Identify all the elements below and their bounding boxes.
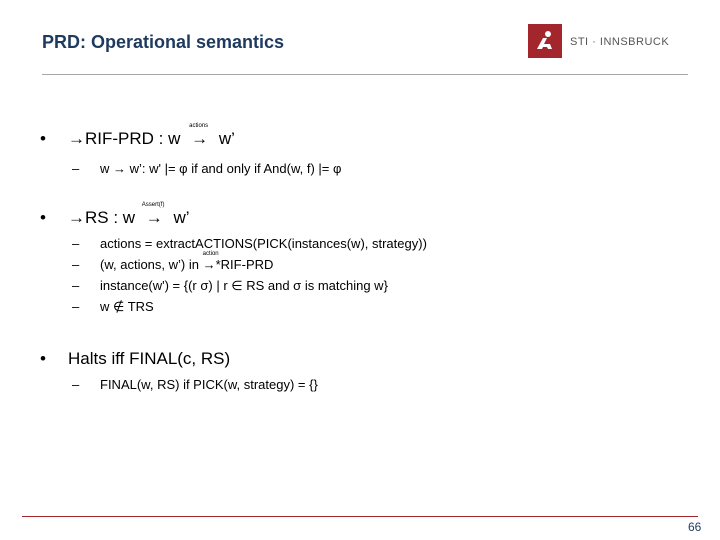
bullet-rs: [68, 202, 190, 228]
bullet-text-suffix: w’: [173, 208, 190, 227]
arrow-label: action: [202, 251, 219, 257]
bullet-marker: •: [40, 129, 46, 148]
page-number: 66: [688, 520, 702, 534]
slide-title: PRD: Operational semantics: [42, 32, 285, 52]
sub-dash: –: [72, 236, 80, 251]
transition-arrow: Assert(f) →: [141, 202, 165, 227]
sub-dash: –: [72, 257, 80, 272]
transition-arrow: action →: [202, 251, 219, 272]
bullet-halts: Halts iff FINAL(c, RS): [68, 349, 231, 368]
bullet-rif-prd: [68, 123, 235, 149]
arrow-label: actions: [189, 123, 209, 129]
bullet-text-suffix: w’: [218, 129, 235, 148]
sub-item-arrow: (w, actions, w’) in action →*RIF-PRD: [100, 251, 274, 272]
bullet-text-prefix: →RIF-PRD : w: [68, 129, 181, 148]
sub-dash: –: [72, 278, 80, 293]
sub-item: w → w’: w' |= φ if and only if And(w, f) |= φ: [100, 161, 342, 176]
sub-item: actions = extractACTIONS(PICK(instances(w), strategy)): [100, 236, 427, 251]
bullet-text-prefix: →RS : w: [68, 208, 136, 227]
sti-innsbruck-logo: [528, 24, 688, 60]
sub-item: w ∉ TRS: [100, 299, 154, 314]
sub-dash: –: [72, 377, 80, 392]
sub-dash: –: [72, 161, 80, 176]
logo-text: STI · INNSBRUCK: [570, 36, 670, 48]
transition-arrow: actions →: [189, 123, 209, 148]
logo-mark-icon: [528, 24, 562, 58]
footer-line: [22, 516, 698, 517]
header-separator: [42, 74, 688, 75]
bullet-marker: •: [40, 349, 46, 368]
sub-dash: –: [72, 299, 80, 314]
sub-item: instance(w') = {(r σ) | r ∈ RS and σ is matching w}: [100, 278, 388, 293]
arrow-label: Assert(f): [141, 202, 165, 208]
bullet-marker: •: [40, 208, 46, 227]
sub-item: FINAL(w, RS) if PICK(w, strategy) = {}: [100, 377, 318, 392]
